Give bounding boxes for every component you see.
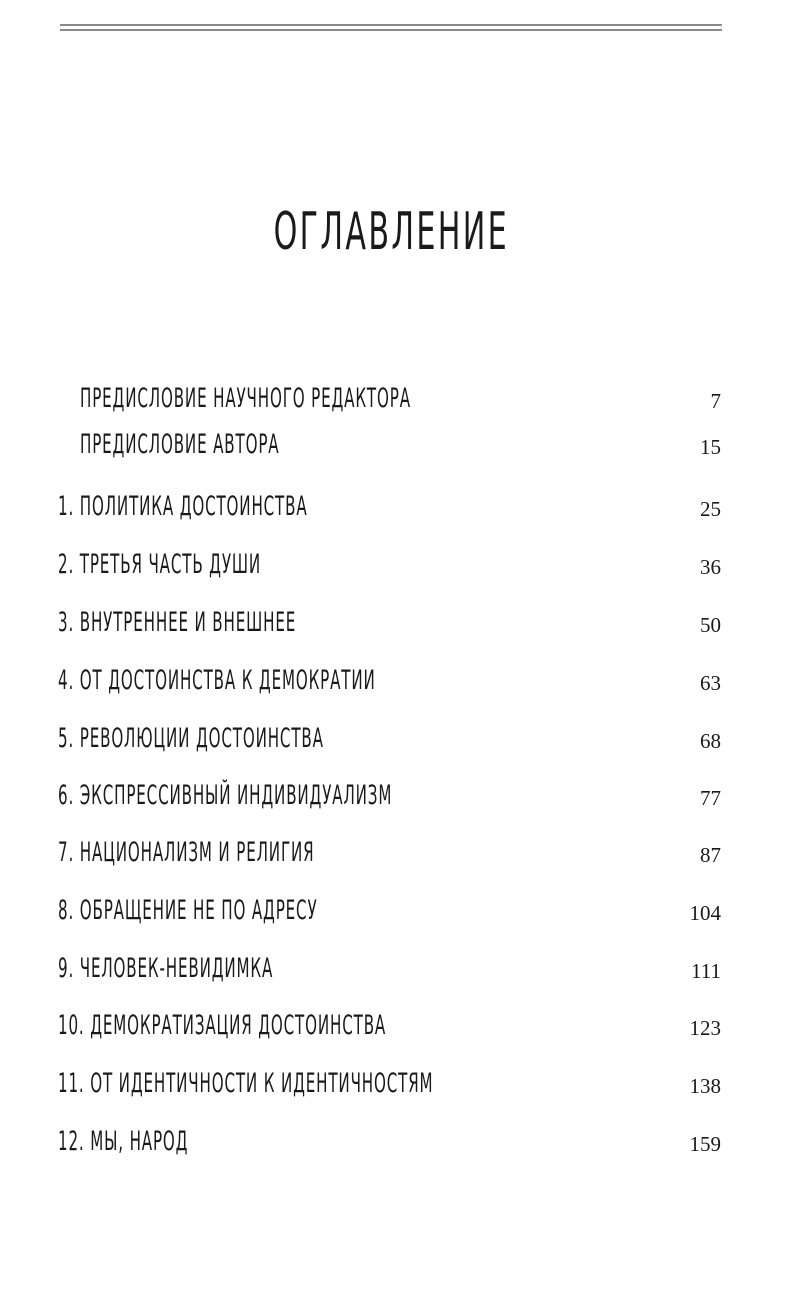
toc-entry-chapter-4 xyxy=(0,661,805,701)
toc-entry-chapter-5 xyxy=(0,719,805,759)
toc-entry-label: 7. НАЦИОНАЛИЗМ И РЕЛИГИЯ xyxy=(58,837,315,868)
toc-entry-page: 25 xyxy=(700,497,721,521)
toc-entry-chapter-3 xyxy=(0,603,805,643)
toc-entry-label: 8. ОБРАЩЕНИЕ НЕ ПО АДРЕСУ xyxy=(58,895,318,926)
toc-entry-label: 5. РЕВОЛЮЦИИ ДОСТОИНСТВА xyxy=(58,723,324,754)
toc-entry-label: 10. ДЕМОКРАТИЗАЦИЯ ДОСТОИНСТВА xyxy=(58,1010,387,1041)
toc-entry-page: 159 xyxy=(689,1132,721,1156)
toc-entry-page: 77 xyxy=(700,786,721,810)
toc-entry-label: 12. МЫ, НАРОД xyxy=(58,1126,189,1157)
toc-entry-chapter-6 xyxy=(0,776,805,816)
toc-entry-page: 104 xyxy=(689,901,721,925)
toc-entry-label: 9. ЧЕЛОВЕК-НЕВИДИМКА xyxy=(58,953,274,984)
toc-entry-chapter-2 xyxy=(0,545,805,585)
toc-entry-label: 4. ОТ ДОСТОИНСТВА К ДЕМОКРАТИИ xyxy=(58,665,376,696)
toc-entry-label: ПРЕДИСЛОВИЕ НАУЧНОГО РЕДАКТОРА xyxy=(80,383,411,414)
toc-entry-chapter-1 xyxy=(0,487,805,527)
toc-entry-label: 6. ЭКСПРЕССИВНЫЙ ИНДИВИДУАЛИЗМ xyxy=(58,780,393,811)
toc-entry-chapter-12 xyxy=(0,1122,805,1162)
toc-entry-page: 36 xyxy=(700,555,721,579)
toc-entry-chapter-10 xyxy=(0,1006,805,1046)
toc-entry-label: 11. ОТ ИДЕНТИЧНОСТИ К ИДЕНТИЧНОСТЯМ xyxy=(58,1068,434,1099)
toc-entry-page: 50 xyxy=(700,613,721,637)
toc-entry-chapter-7 xyxy=(0,833,805,873)
toc-entry-page: 111 xyxy=(691,959,721,983)
toc-entry-label: 3. ВНУТРЕННЕЕ И ВНЕШНЕЕ xyxy=(58,607,297,638)
toc-entry-page: 123 xyxy=(689,1016,721,1040)
toc-entry-chapter-8 xyxy=(0,891,805,931)
toc-entry-label: ПРЕДИСЛОВИЕ АВТОРА xyxy=(80,429,280,460)
toc-entry-page: 7 xyxy=(710,389,721,413)
toc-entry-page: 87 xyxy=(700,843,721,867)
toc-entry-page: 63 xyxy=(700,671,721,695)
toc-entry-page: 138 xyxy=(689,1074,721,1098)
toc-entry-author-preface xyxy=(0,425,805,465)
toc-entry-page: 68 xyxy=(700,729,721,753)
toc-entry-chapter-9 xyxy=(0,949,805,989)
toc-entry-page: 15 xyxy=(700,435,721,459)
toc-entry-label: 1. ПОЛИТИКА ДОСТОИНСТВА xyxy=(58,491,308,522)
toc-entry-editor-preface xyxy=(0,379,805,419)
toc-entry-chapter-11 xyxy=(0,1064,805,1104)
toc-entry-label: 2. ТРЕТЬЯ ЧАСТЬ ДУШИ xyxy=(58,549,262,580)
page-title: ОГЛАВЛЕНИЕ xyxy=(273,202,509,262)
